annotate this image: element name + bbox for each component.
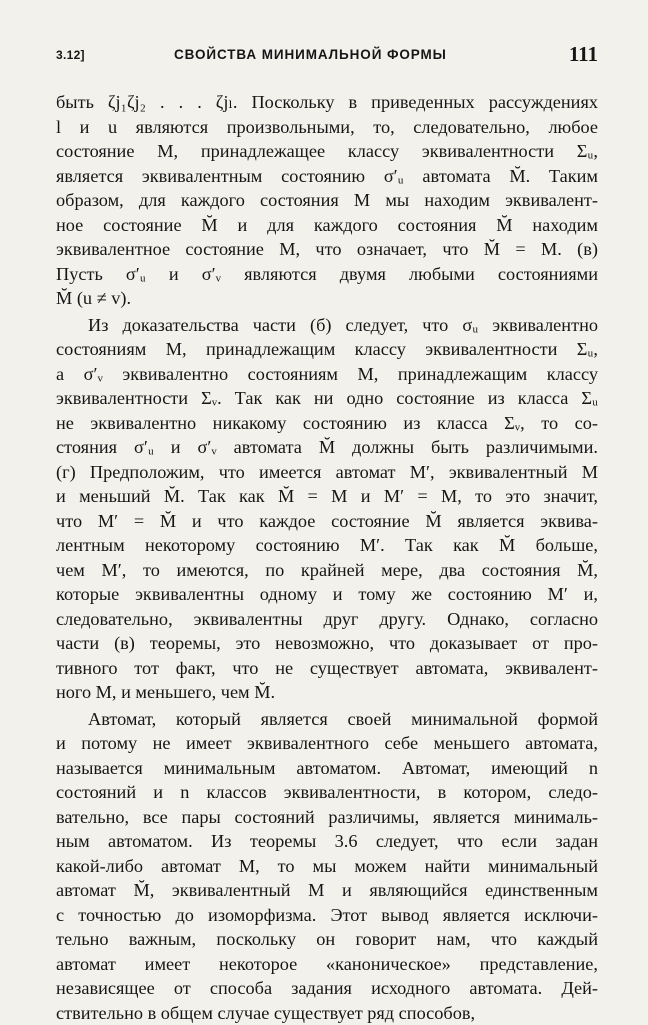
text-line: M̆ (u ≠ v). (56, 286, 598, 311)
text-line: а σ′ᵥ эквивалентно состояниям M, принадлежащим классу (56, 362, 598, 387)
text-line: и потому не имеет эквивалентного себе меньшего автомата, (56, 731, 598, 756)
text-line: тельно важным, поскольку он говорит нам, что каждый (56, 927, 598, 952)
text-line: Из доказательства части (б) следует, что σᵤ эквивалентно (56, 313, 598, 338)
running-title: СВОЙСТВА МИНИМАЛЬНОЙ ФОРМЫ (174, 47, 447, 62)
text-line: какой-либо автомат M, то мы можем найти минимальный (56, 854, 598, 879)
text-line: образом, для каждого состояния M мы находим эквивалент- (56, 188, 598, 213)
text-line: чем M′, то имеются, по крайней мере, два состояния M̆, (56, 558, 598, 583)
text-line: ствительно в общем случае существует ряд способов, (56, 1001, 598, 1025)
page-number: 111 (569, 42, 598, 67)
text-line: является эквивалентным состоянию σ′ᵤ автомата M̆. Таким (56, 164, 598, 189)
paragraph (56, 313, 598, 705)
text-line: лентным некоторому состоянию M′. Так как M̆ больше, (56, 533, 598, 558)
text-line: следовательно, эквивалентны друг другу. Однако, согласно (56, 607, 598, 632)
text-line: стояния σ′ᵤ и σ′ᵥ автомата M̆ должны быть различимыми. (56, 435, 598, 460)
text-line: вательно, все пары состояний различимы, является минималь- (56, 805, 598, 830)
text-line: Автомат, который является своей минимальной формой (56, 707, 598, 732)
text-line: ного M, и меньшего, чем M̆. (56, 680, 598, 705)
text-line: тивного тот факт, что не существует автомата, эквивалент- (56, 656, 598, 681)
text-line: состояний и n классов эквивалентности, в котором, следо- (56, 780, 598, 805)
text-line: автомат имеет некоторое «каноническое» представление, (56, 952, 598, 977)
text-line: (г) Предположим, что имеется автомат M′, эквивалентный M (56, 460, 598, 485)
paragraph (56, 707, 598, 1025)
text-line: и меньший M̆. Так как M̆ = M и M′ = M, то это значит, (56, 484, 598, 509)
text-line: с точностью до изоморфизма. Этот вывод является исключи- (56, 903, 598, 928)
running-head (56, 44, 598, 72)
text-line: состояние M, принадлежащее классу эквивалентности Σᵤ, (56, 139, 598, 164)
body-text (56, 90, 598, 1025)
text-line: ным автоматом. Из теоремы 3.6 следует, что если задан (56, 829, 598, 854)
text-line: ное состояние M̆ и для каждого состояния M̆ находим (56, 213, 598, 238)
text-line: эквивалентности Σᵥ. Так как ни одно состояние из класса Σᵤ (56, 386, 598, 411)
text-line: что M′ = M̆ и что каждое состояние M̆ является эквива- (56, 509, 598, 534)
text-line: l и u являются произвольными, то, следовательно, любое (56, 115, 598, 140)
paragraph (56, 90, 598, 311)
text-line: не эквивалентно никакому состоянию из класса Σᵥ, то со- (56, 411, 598, 436)
text-line: которые эквивалентны одному и тому же состоянию M′ и, (56, 582, 598, 607)
text-line: эквивалентное состояние M, что означает, что M̆ = M. (в) (56, 237, 598, 262)
text-line: независящее от способа задания исходного автомата. Дей- (56, 976, 598, 1001)
text-line: части (в) теоремы, это невозможно, что доказывает от про- (56, 631, 598, 656)
section-reference: 3.12] (56, 48, 85, 62)
text-line: Пусть σ′ᵤ и σ′ᵥ являются двумя любыми состояниями (56, 262, 598, 287)
text-line: состояниям M, принадлежащим классу эквивалентности Σᵤ, (56, 337, 598, 362)
text-line: автомат M̆, эквивалентный M и являющийся единственным (56, 878, 598, 903)
text-line: называется минимальным автоматом. Автомат, имеющий n (56, 756, 598, 781)
text-line: быть ζj₁ζj₂ . . . ζjₗ. Поскольку в приведенных рассуждениях (56, 90, 598, 115)
